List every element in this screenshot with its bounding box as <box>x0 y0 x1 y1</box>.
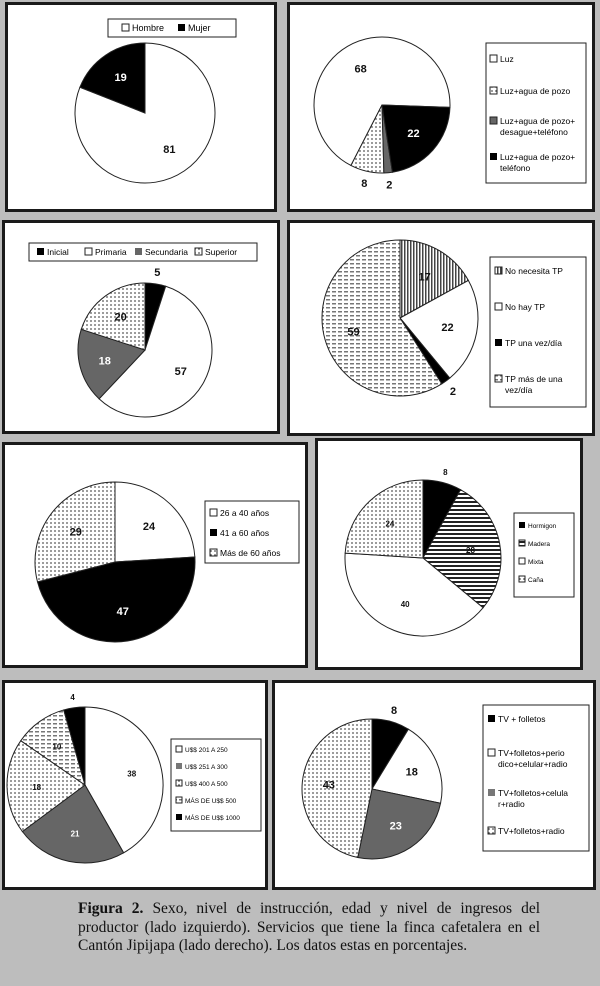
legend-label-26-40: 26 a 40 años <box>220 508 270 518</box>
pie-label-2-1: 57 <box>174 366 187 379</box>
legend-label-tv-radio: TV+folletos+radio <box>498 826 565 836</box>
pie-label-5-3: 24 <box>385 519 395 529</box>
pie-slice-7-3 <box>302 719 372 858</box>
legend-label-inicial: Inicial <box>47 247 69 257</box>
chart-panel-instruccion <box>2 220 280 434</box>
legend-swatch-hombre <box>122 24 129 31</box>
legend-label-mujer: Mujer <box>188 23 211 33</box>
pie-label-7-3: 43 <box>322 779 335 792</box>
pie-label-2-3: 20 <box>114 311 127 324</box>
pie-label-6-0: 38 <box>127 769 137 779</box>
legend-label-hombre: Hombre <box>132 23 165 33</box>
pie-servicios <box>314 37 450 192</box>
pie-transporte <box>322 240 478 398</box>
chart-panel-medios <box>272 680 596 890</box>
pie-label-7-0: 8 <box>391 705 398 718</box>
pie-label-0-1: 19 <box>114 72 127 85</box>
pie-slice-5-3 <box>345 480 423 558</box>
legend-label-tv-celular: TV+folletos+celula r+radio <box>498 788 568 809</box>
pie-label-3-1: 22 <box>441 322 454 335</box>
legend-label-tv-periodico: TV+folletos+perio dico+celular+radio <box>498 748 568 769</box>
caption-text: Sexo, nivel de instrucción, edad y nivel de ingresos del productor (lado izquierdo). Servicios que tiene la finca cafetalera en el Cantón Jipijapa (lado derecho). Los datos estas en porcentajes. <box>78 900 541 954</box>
pie-label-0-0: 81 <box>163 143 176 156</box>
pie-label-1-1: 8 <box>361 178 368 191</box>
chart-panel-servicios <box>287 2 595 212</box>
legend-label-hormigon: Hormigon <box>528 523 557 530</box>
legend-label-41-60: 41 a 60 años <box>220 528 270 538</box>
legend-label-luz-agua-desague-telefono: Luz+agua de pozo+ desague+teléfono <box>500 116 576 137</box>
legend-label-luz-agua: Luz+agua de pozo <box>500 86 571 96</box>
legend-label-tp-una-vez: TP una vez/día <box>505 338 563 348</box>
legend-label-251-300: U$$ 251 A 300 <box>185 764 228 771</box>
pie-label-6-4: 4 <box>70 692 75 702</box>
legend-label-no-hay: No hay TP <box>505 302 546 312</box>
legend-swatch-mujer <box>178 24 185 31</box>
pie-label-6-3: 10 <box>52 742 62 752</box>
pie-sexo <box>75 43 215 183</box>
legend-label-mas-60: Más de 60 años <box>220 548 281 558</box>
pie-label-1-0: 68 <box>354 63 367 76</box>
legend-label-secundaria: Secundaria <box>145 247 189 257</box>
pie-label-5-1: 28 <box>466 545 475 555</box>
chart-panel-sexo <box>5 2 277 212</box>
legend-label-tp-mas-una-vez: TP más de una vez/día <box>505 374 563 395</box>
chart-panel-transporte <box>287 220 595 436</box>
chart-panel-edad <box>2 442 308 668</box>
legend-label-cana: Caña <box>528 577 544 584</box>
pie-label-5-0: 8 <box>443 467 448 477</box>
legend-label-400-500: U$$ 400 A 500 <box>185 781 228 788</box>
pie-label-1-3: 22 <box>407 127 420 140</box>
pie-label-6-1: 21 <box>70 829 80 839</box>
figure-caption <box>78 900 540 956</box>
pie-vivienda <box>345 468 501 636</box>
legend-label-mas-500: MÁS DE U$$ 500 <box>185 798 237 805</box>
pie-label-4-0: 24 <box>142 520 156 533</box>
pie-label-3-2: 2 <box>449 385 456 398</box>
pie-ingresos <box>7 693 163 863</box>
pie-label-1-2: 2 <box>386 179 393 192</box>
chart-panel-vivienda <box>315 438 583 670</box>
legend-label-201-250: U$$ 201 A 250 <box>185 747 228 754</box>
legend-label-primaria: Primaria <box>95 247 127 257</box>
pie-label-3-3: 59 <box>347 326 360 339</box>
legend-label-luz-agua-telefono: Luz+agua de pozo+ teléfono <box>500 152 576 173</box>
legend-label-madera: Madera <box>528 541 551 548</box>
pie-label-3-0: 17 <box>418 271 431 284</box>
pie-instruccion <box>78 267 212 417</box>
legend-label-mas-1000: MÁS DE U$$ 1000 <box>185 815 240 822</box>
pie-label-7-2: 23 <box>389 820 402 833</box>
legend-label-tv-folletos: TV + folletos <box>498 714 546 724</box>
pie-label-2-0: 5 <box>154 266 161 279</box>
caption-label: Figura 2. <box>78 900 144 917</box>
pie-medios <box>302 705 442 859</box>
pie-label-7-1: 18 <box>405 766 418 779</box>
pie-label-4-2: 29 <box>69 526 82 539</box>
legend-label-luz: Luz <box>500 54 514 64</box>
chart-panel-ingresos <box>2 680 268 890</box>
legend-label-superior: Superior <box>205 247 238 257</box>
pie-edad <box>35 482 195 642</box>
pie-label-4-1: 47 <box>116 605 129 618</box>
pie-label-5-2: 40 <box>400 599 410 609</box>
legend-label-no-necesita: No necesita TP <box>505 266 563 276</box>
legend-label-mixta: Mixta <box>528 559 544 566</box>
pie-label-6-2: 18 <box>32 782 42 792</box>
pie-label-2-2: 18 <box>98 355 111 368</box>
